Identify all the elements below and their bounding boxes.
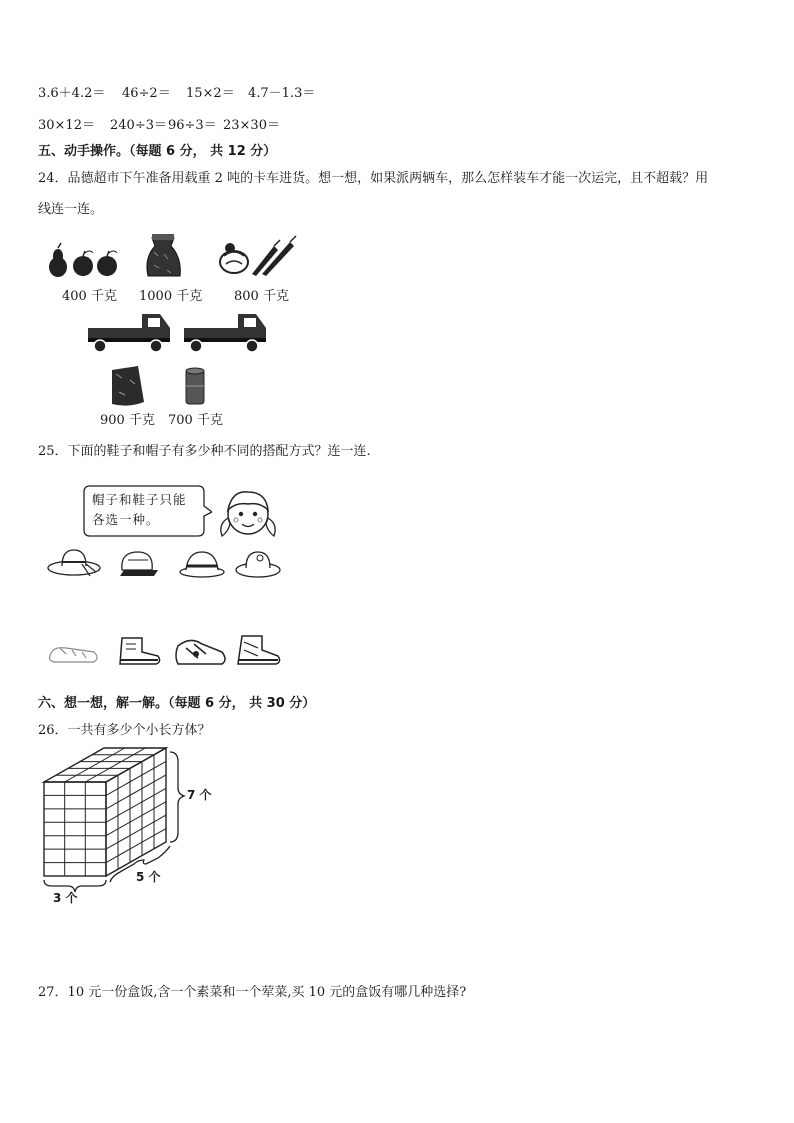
truck-icon: [88, 314, 170, 352]
arith-item: 30×12＝: [38, 118, 95, 133]
q26-text: 26．一共有多少个小长方体？: [38, 723, 211, 738]
goods-weight-label: 400 千克: [62, 289, 117, 304]
goods-weight-label: 1000 千克: [139, 289, 203, 304]
sneaker-icon: [176, 640, 225, 664]
apple-icon: [73, 251, 93, 276]
height-brace: [170, 752, 184, 842]
girl-icon: [214, 480, 282, 546]
q24-text-line1: 24．品德超市下午准备用载重 2 吨的卡车进货。想一想，如果派两辆车，那么怎样装车才能一次运完，且不超载？用: [38, 171, 709, 186]
barrel-icon: [186, 368, 204, 404]
height-label: 7 个: [187, 788, 212, 802]
fedora-icon: [180, 552, 224, 577]
q24-goods-bottom-figure: [104, 362, 214, 408]
goods-weight-label: 800 千克: [234, 289, 289, 304]
depth-label: 5 个: [136, 870, 161, 884]
bubble-line-1: 帽子和鞋子只能: [92, 492, 187, 507]
arith-item: 46÷2＝: [122, 86, 171, 101]
vegetables-icon: [220, 236, 296, 276]
boot-icon: [238, 636, 280, 664]
arith-item: 3.6＋4.2＝: [38, 86, 106, 101]
apple-icon: [97, 251, 117, 276]
arith-item: 240÷3＝: [110, 118, 167, 133]
cap-icon: [120, 552, 158, 576]
arith-row-1: [38, 82, 315, 101]
sunhat-icon: [236, 552, 280, 577]
bubble-line-2: 各选一种。: [92, 512, 160, 527]
arith-item: 23×30＝: [223, 118, 280, 133]
shoes-figure: [46, 632, 286, 668]
q25-text: 25．下面的鞋子和帽子有多少种不同的搭配方式？连一连.: [38, 444, 371, 459]
hat-icon: [48, 550, 100, 576]
goods-weight-label: 900 千克: [100, 413, 155, 428]
arith-item: 4.7－1.3＝: [248, 86, 316, 101]
q24-text-line2: 线连一连。: [38, 202, 104, 217]
hats-figure: [46, 546, 286, 580]
pear-icon: [49, 243, 67, 277]
cuboid-figure: [36, 742, 226, 904]
q24-goods-figure: [44, 228, 304, 280]
sandal-icon: [50, 648, 98, 662]
truck-icon: [184, 314, 266, 352]
bag-icon: [112, 366, 144, 406]
q27-text: 27．10 元一份盒饭,含一个素菜和一个荤菜,买 10 元的盒饭有哪几种选择?: [38, 985, 467, 1000]
arith-item: 96÷3＝: [168, 118, 217, 133]
width-label: 3 个: [53, 891, 78, 905]
section-6-title: 六、想一想，解一解。（每题 6 分， 共 30 分）: [38, 696, 316, 711]
arith-row-2: [38, 114, 280, 133]
sack-icon: [147, 234, 180, 276]
goods-weight-label: 700 千克: [168, 413, 223, 428]
arith-item: 15×2＝: [186, 86, 235, 101]
section-5-title: 五、动手操作。（每题 6 分， 共 12 分）: [38, 144, 277, 159]
boot-icon: [120, 638, 160, 664]
q24-trucks-figure: [86, 308, 272, 354]
